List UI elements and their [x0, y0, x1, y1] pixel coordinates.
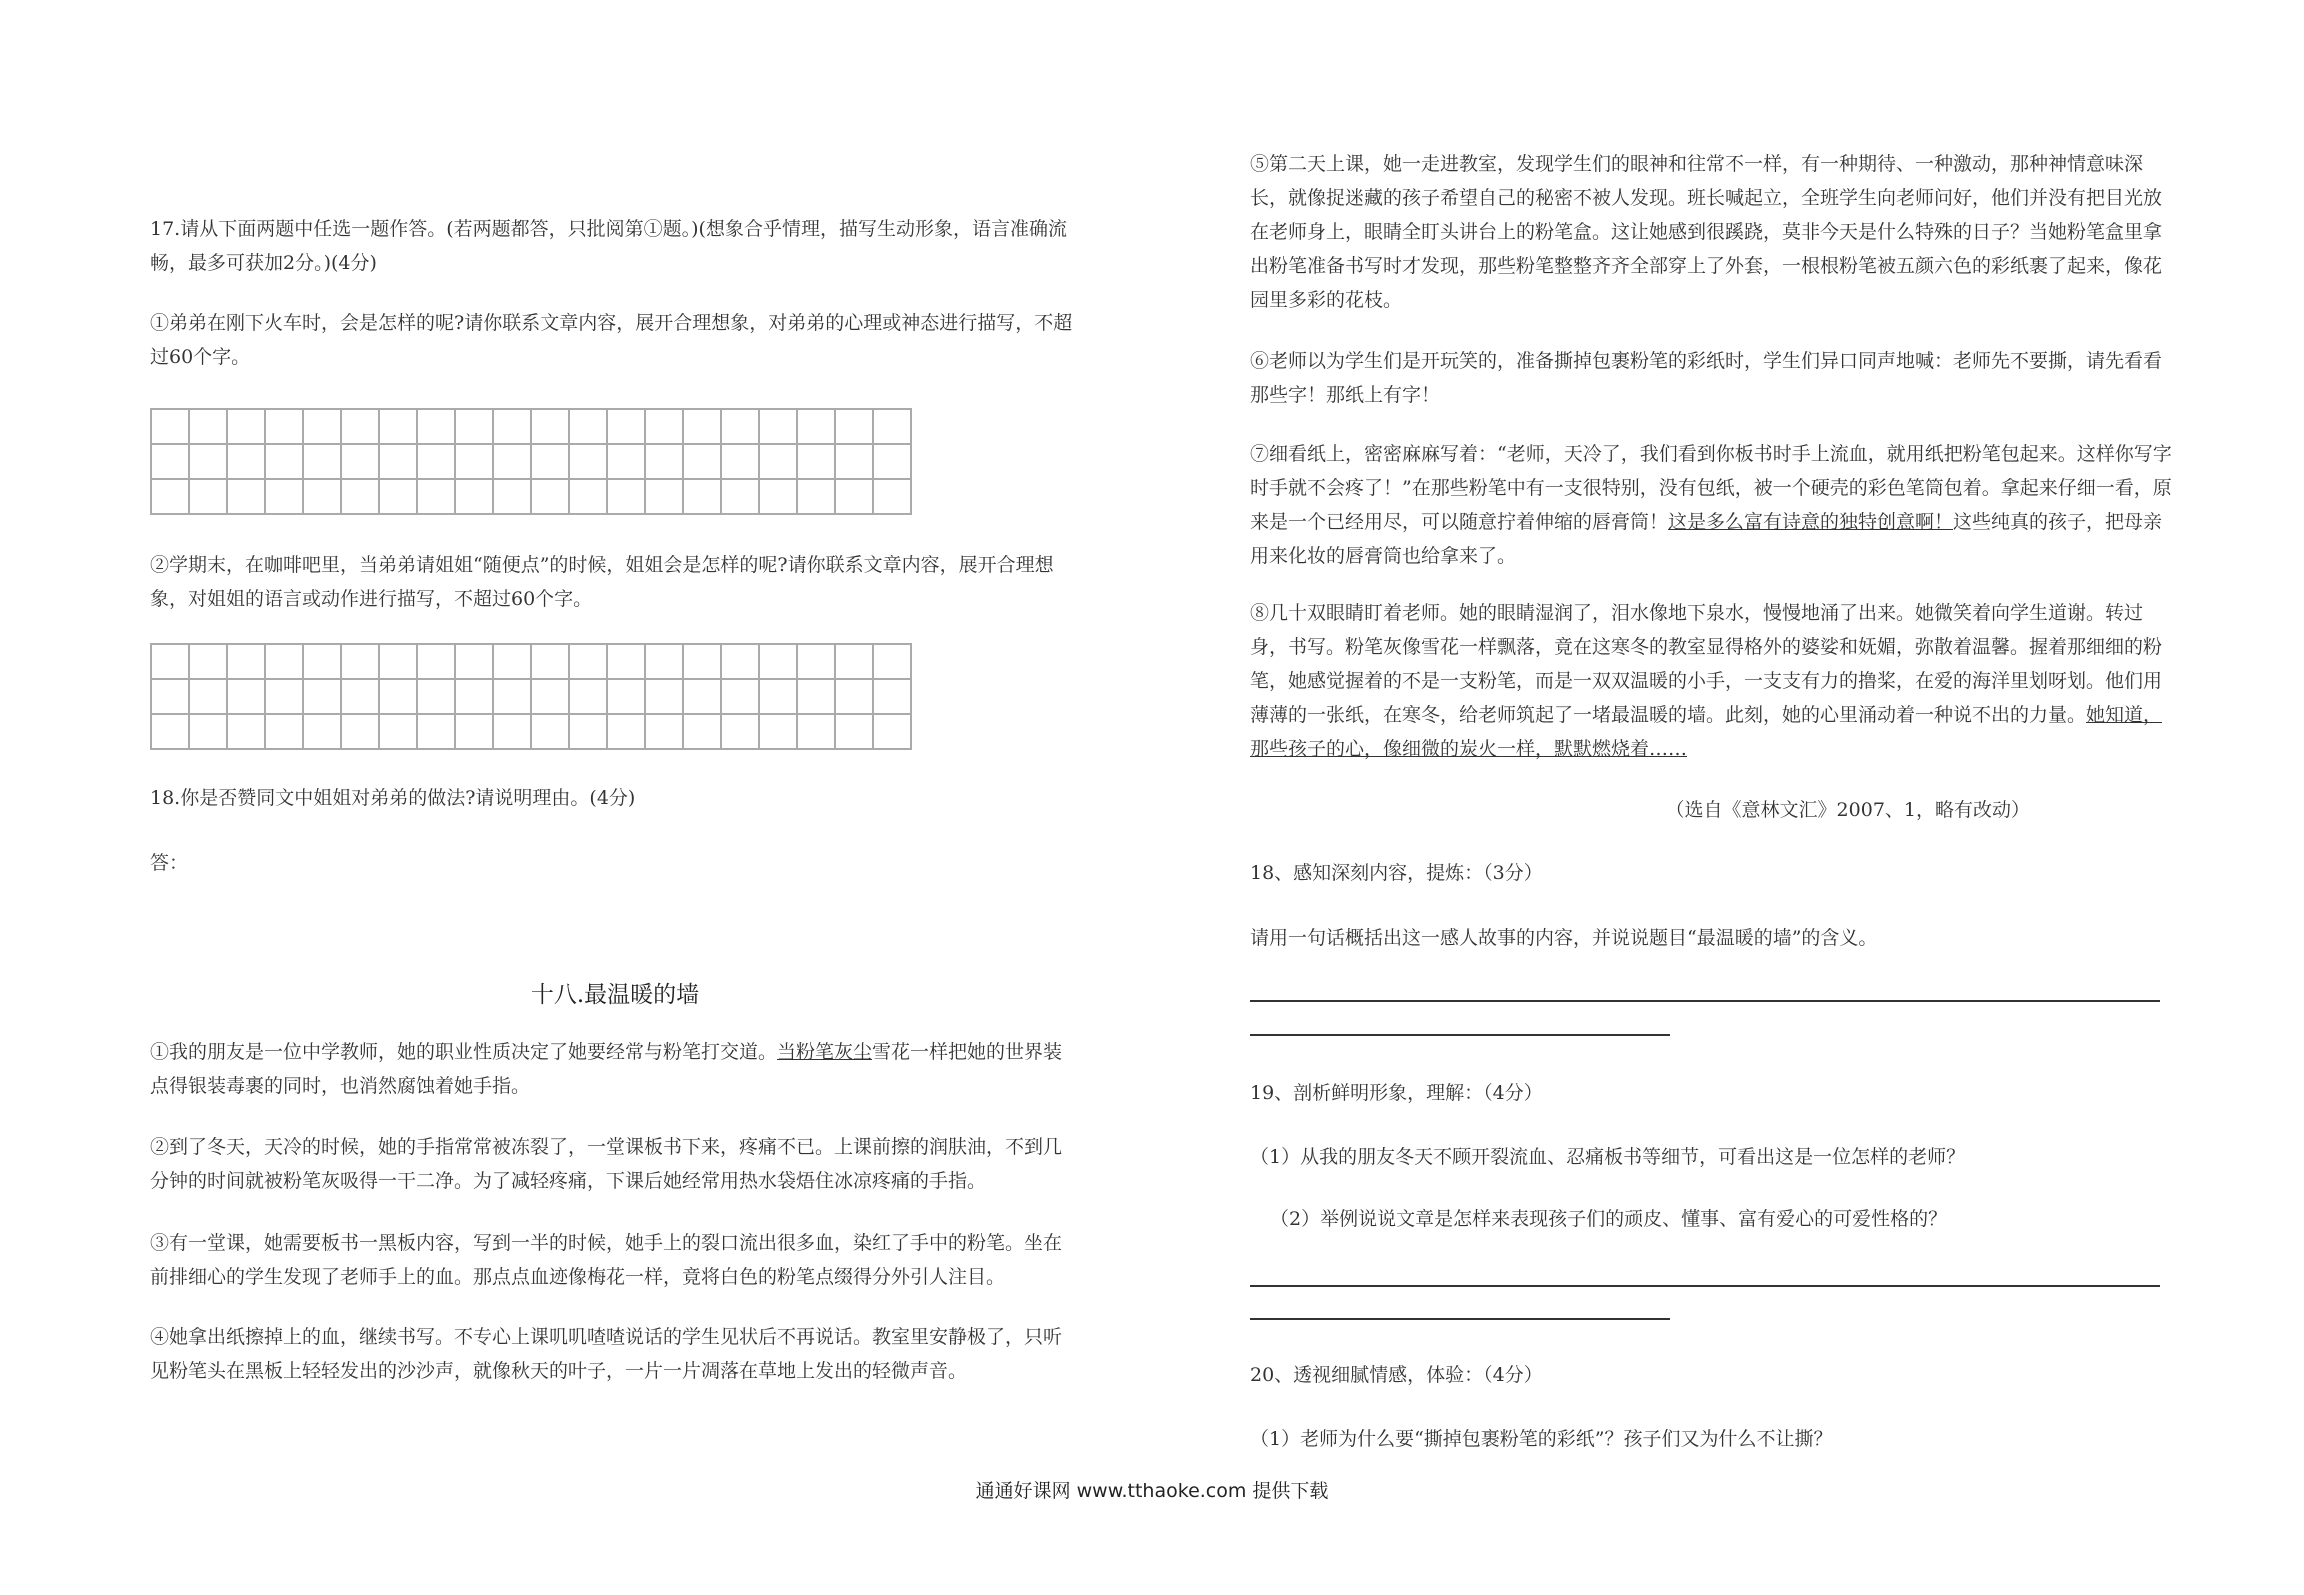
grid-cell[interactable]: [683, 644, 721, 679]
grid-cell[interactable]: [227, 444, 265, 479]
grid-cell[interactable]: [873, 644, 911, 679]
grid-cell[interactable]: [379, 409, 417, 444]
grid-cell[interactable]: [759, 679, 797, 714]
article-title: 十八.最温暖的墙: [530, 982, 700, 1008]
grid-cell[interactable]: [683, 714, 721, 749]
grid-cell[interactable]: [417, 444, 455, 479]
grid-cell[interactable]: [607, 444, 645, 479]
grid-cell[interactable]: [151, 479, 189, 514]
grid-cell[interactable]: [569, 679, 607, 714]
grid-cell[interactable]: [835, 479, 873, 514]
grid-cell[interactable]: [569, 644, 607, 679]
grid-cell[interactable]: [569, 409, 607, 444]
grid-cell[interactable]: [265, 679, 303, 714]
grid-cell[interactable]: [455, 714, 493, 749]
grid-cell[interactable]: [303, 679, 341, 714]
grid-cell[interactable]: [759, 644, 797, 679]
grid-cell[interactable]: [341, 409, 379, 444]
grid-cell[interactable]: [531, 479, 569, 514]
grid-cell[interactable]: [227, 679, 265, 714]
grid-cell[interactable]: [265, 409, 303, 444]
grid-cell[interactable]: [227, 409, 265, 444]
paragraph-1: ①我的朋友是一位中学教师，她的职业性质决定了她要经常与粉笔打交道。当粉笔灰尘雪花一样把她的世界装点得银装毒裹的同时，也消然腐蚀着她手指。: [150, 1041, 1063, 1097]
paragraph-3: ③有一堂课，她需要板书一黑板内容，写到一半的时候，她手上的裂口流出很多血，染红了手中的粉笔。坐在前排细心的学生发现了老师手上的血。那点点血迹像梅花一样，竟将白色的粉笔点缀得分外引人注目。: [150, 1232, 1063, 1288]
grid-cell[interactable]: [531, 409, 569, 444]
grid-cell[interactable]: [797, 409, 835, 444]
grid-cell[interactable]: [189, 679, 227, 714]
paragraph-5: ⑤第二天上课，她一走进教室，发现学生们的眼神和往常不一样，有一种期待、一种激动，那种神情意味深长，就像捉迷藏的孩子希望自己的秘密不被人发现。班长喊起立，全班学生向老师问好，他们并没有把目光放在老师身上，眼睛全盯头讲台上的粉笔盒。这让她感到很蹊跷，莫非今天是什么特殊的日子？当她粉笔盒里拿出粉笔准备书写时才发现，那些粉笔整整齐齐全部穿上了外套，一根根粉笔被五颜六色的彩纸裹了起来，像花园里多彩的花枝。: [1250, 153, 2163, 311]
grid-cell[interactable]: [455, 679, 493, 714]
grid-cell[interactable]: [379, 679, 417, 714]
grid-cell[interactable]: [607, 679, 645, 714]
grid-cell[interactable]: [151, 644, 189, 679]
question-20-1: （1）老师为什么要“撕掉包裹粉笔的彩纸”？孩子们又为什么不让撕？: [1250, 1428, 1833, 1450]
grid-cell[interactable]: [645, 714, 683, 749]
grid-cell[interactable]: [645, 644, 683, 679]
grid-cell[interactable]: [607, 714, 645, 749]
grid-cell[interactable]: [265, 714, 303, 749]
grid-cell[interactable]: [759, 479, 797, 514]
grid-cell[interactable]: [303, 409, 341, 444]
grid-cell[interactable]: [265, 479, 303, 514]
question-18-right: 18、感知深刻内容，提炼：（3分）: [1250, 862, 1543, 884]
paragraph-6: ⑥老师以为学生们是开玩笑的，准备撕掉包裹粉笔的彩纸时，学生们异口同声地喊：老师先不要撕，请先看看那些字！那纸上有字！: [1250, 350, 2163, 406]
underlined-text: 当粉笔灰尘: [777, 1041, 873, 1063]
grid-cell[interactable]: [569, 714, 607, 749]
grid-cell[interactable]: [379, 644, 417, 679]
grid-cell[interactable]: [797, 714, 835, 749]
grid-cell[interactable]: [189, 644, 227, 679]
question-18: 18.你是否赞同文中姐姐对弟弟的做法?请说明理由。(4分): [150, 787, 636, 809]
grid-cell[interactable]: [569, 479, 607, 514]
grid-cell[interactable]: [797, 479, 835, 514]
grid-cell[interactable]: [569, 444, 607, 479]
question-17: 17.请从下面两题中任选一题作答。(若两题都答，只批阅第①题。)(想象合乎情理，描写生动形象，语言准确流畅，最多可获加2分。)(4分): [150, 218, 1067, 274]
grid-cell[interactable]: [797, 444, 835, 479]
grid-cell[interactable]: [493, 444, 531, 479]
grid-cell[interactable]: [607, 644, 645, 679]
grid-cell[interactable]: [645, 444, 683, 479]
question-18-text: 请用一句话概括出这一感人故事的内容，并说说题目“最温暖的墙”的含义。: [1250, 927, 1878, 949]
grid-cell[interactable]: [189, 444, 227, 479]
grid-cell[interactable]: [835, 679, 873, 714]
grid-cell[interactable]: [759, 444, 797, 479]
grid-cell[interactable]: [417, 714, 455, 749]
grid-cell[interactable]: [417, 679, 455, 714]
grid-cell[interactable]: [341, 644, 379, 679]
grid-cell[interactable]: [645, 409, 683, 444]
question-19-1: （1）从我的朋友冬天不顾开裂流血、忍痛板书等细节，可看出这是一位怎样的老师？: [1250, 1146, 1966, 1168]
question-19-2: （2）举例说说文章是怎样来表现孩子们的顽皮、懂事、富有爱心的可爱性格的？: [1270, 1208, 1948, 1230]
answer-line[interactable]: [1250, 1318, 1670, 1320]
question-19: 19、剖析鲜明形象，理解：（4分）: [1250, 1082, 1543, 1104]
writing-grid-2[interactable]: [150, 643, 912, 750]
grid-cell[interactable]: [341, 479, 379, 514]
grid-cell[interactable]: [303, 644, 341, 679]
grid-cell[interactable]: [303, 479, 341, 514]
grid-cell[interactable]: [607, 409, 645, 444]
grid-cell[interactable]: [227, 714, 265, 749]
grid-cell[interactable]: [417, 479, 455, 514]
paragraph-2: ②到了冬天，天冷的时候，她的手指常常被冻裂了，一堂课板书下来，疼痛不已。上课前擦的润肤油，不到几分钟的时间就被粉笔灰吸得一干二净。为了减轻疼痛，下课后她经常用热水袋焐住冰凉疼痛的手指。: [150, 1136, 1063, 1192]
grid-cell[interactable]: [151, 444, 189, 479]
grid-cell[interactable]: [455, 644, 493, 679]
grid-cell[interactable]: [645, 679, 683, 714]
grid-cell[interactable]: [759, 409, 797, 444]
paragraph-8: ⑧几十双眼睛盯着老师。她的眼睛湿润了，泪水像地下泉水，慢慢地涌了出来。她微笑着向学生道谢。转过身，书写。粉笔灰像雪花一样飘落，竟在这寒冬的教室显得格外的婆娑和妩媚，弥散着温馨。握着那细细的粉笔，她感觉握着的不是一支粉笔，而是一双双温暖的小手，一支支有力的撸桨，在爱的海洋里划呀划。他们用薄薄的一张纸，在寒冬，给老师筑起了一堵最温暖的墙。此刻，她的心里涌动着一种说不出的力量。她知道，那些孩子的心，像细微的炭火一样，默默燃烧着……: [1250, 602, 2163, 760]
grid-cell[interactable]: [607, 479, 645, 514]
grid-cell[interactable]: [835, 714, 873, 749]
grid-cell[interactable]: [721, 644, 759, 679]
grid-cell[interactable]: [873, 479, 911, 514]
question-20: 20、透视细腻情感，体验：（4分）: [1250, 1364, 1543, 1386]
grid-cell[interactable]: [265, 444, 303, 479]
footer-credit: 通通好课网 www.tthaoke.com 提供下载: [975, 1480, 1329, 1502]
grid-cell[interactable]: [455, 479, 493, 514]
grid-cell[interactable]: [721, 679, 759, 714]
grid-cell[interactable]: [493, 479, 531, 514]
grid-cell[interactable]: [835, 444, 873, 479]
grid-cell[interactable]: [493, 679, 531, 714]
grid-cell[interactable]: [683, 444, 721, 479]
grid-cell[interactable]: [797, 679, 835, 714]
grid-cell[interactable]: [379, 714, 417, 749]
grid-cell[interactable]: [341, 444, 379, 479]
grid-cell[interactable]: [455, 409, 493, 444]
answer-line[interactable]: [1250, 1034, 1670, 1036]
grid-cell[interactable]: [455, 444, 493, 479]
question-17-option-1: ①弟弟在刚下火车时，会是怎样的呢?请你联系文章内容，展开合理想象，对弟弟的心理或神态进行描写，不超过60个字。: [150, 312, 1073, 368]
question-17-option-2: ②学期末，在咖啡吧里，当弟弟请姐姐“随便点”的时候，姐姐会是怎样的呢?请你联系文章内容，展开合理想象，对姐姐的语言或动作进行描写，不超过60个字。: [150, 554, 1054, 610]
grid-cell[interactable]: [417, 644, 455, 679]
writing-grid-1[interactable]: [150, 408, 912, 515]
grid-cell[interactable]: [873, 679, 911, 714]
grid-cell[interactable]: [493, 409, 531, 444]
grid-cell[interactable]: [683, 679, 721, 714]
grid-cell[interactable]: [721, 714, 759, 749]
grid-cell[interactable]: [721, 479, 759, 514]
grid-cell[interactable]: [151, 679, 189, 714]
paragraph-4: ④她拿出纸擦掉上的血，继续书写。不专心上课叽叽喳喳说话的学生见状后不再说话。教室里安静极了，只听见粉笔头在黑板上轻轻发出的沙沙声，就像秋天的叶子，一片一片凋落在草地上发出的轻微声音。: [150, 1326, 1063, 1382]
grid-cell[interactable]: [873, 714, 911, 749]
grid-cell[interactable]: [341, 679, 379, 714]
underlined-text: 她知道，那些孩子的心，像细微的炭火一样，默默燃烧着……: [1250, 704, 2163, 760]
grid-cell[interactable]: [531, 714, 569, 749]
paragraph-7: ⑦细看纸上，密密麻麻写着：“老师，天冷了，我们看到你板书时手上流血，就用纸把粉笔包起来。这样你写字时手就不会疼了！”在那些粉笔中有一支很特别，没有包纸，被一个硬壳的彩色笔筒包着。拿起来仔细一看，原来是一个已经用尽，可以随意拧着伸缩的唇膏筒！这是多么富有诗意的独特创意啊！这些纯真的孩子，把母亲用来化妆的唇膏筒也给拿来了。: [1250, 443, 2172, 567]
grid-cell[interactable]: [379, 444, 417, 479]
grid-cell[interactable]: [721, 409, 759, 444]
grid-cell[interactable]: [189, 409, 227, 444]
grid-cell[interactable]: [227, 644, 265, 679]
answer-label: 答：: [150, 852, 189, 874]
grid-cell[interactable]: [645, 479, 683, 514]
grid-cell[interactable]: [189, 479, 227, 514]
grid-cell[interactable]: [873, 444, 911, 479]
grid-cell[interactable]: [303, 714, 341, 749]
answer-line[interactable]: [1250, 1285, 2160, 1287]
grid-cell[interactable]: [341, 714, 379, 749]
grid-cell[interactable]: [227, 479, 265, 514]
grid-cell[interactable]: [151, 714, 189, 749]
grid-cell[interactable]: [531, 679, 569, 714]
grid-cell[interactable]: [683, 479, 721, 514]
source-citation: （选自《意林文汇》2007、1，略有改动）: [1665, 799, 2030, 821]
grid-cell[interactable]: [797, 644, 835, 679]
grid-cell[interactable]: [531, 644, 569, 679]
grid-cell[interactable]: [835, 409, 873, 444]
grid-cell[interactable]: [417, 409, 455, 444]
grid-cell[interactable]: [303, 444, 341, 479]
grid-cell[interactable]: [265, 644, 303, 679]
grid-cell[interactable]: [759, 714, 797, 749]
grid-cell[interactable]: [721, 444, 759, 479]
answer-line[interactable]: [1250, 1000, 2160, 1002]
grid-cell[interactable]: [683, 409, 721, 444]
grid-cell[interactable]: [873, 409, 911, 444]
grid-cell[interactable]: [493, 644, 531, 679]
grid-cell[interactable]: [835, 644, 873, 679]
grid-cell[interactable]: [531, 444, 569, 479]
grid-cell[interactable]: [493, 714, 531, 749]
grid-cell[interactable]: [379, 479, 417, 514]
grid-cell[interactable]: [189, 714, 227, 749]
grid-cell[interactable]: [151, 409, 189, 444]
underlined-text: 这是多么富有诗意的独特创意啊！: [1668, 511, 1954, 533]
